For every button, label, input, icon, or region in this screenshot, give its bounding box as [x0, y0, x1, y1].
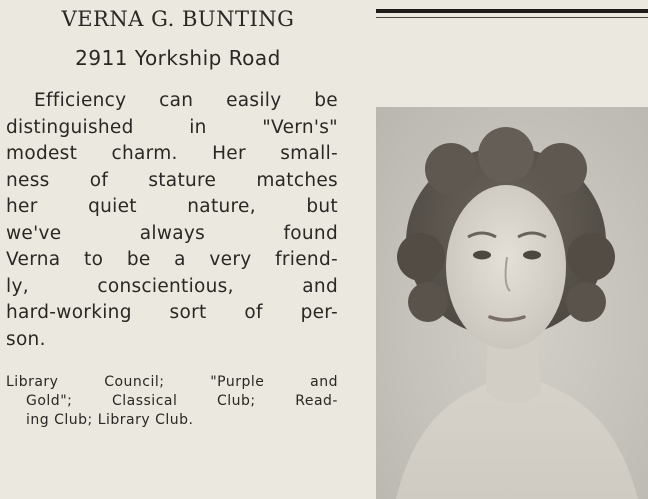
word: Efficiency: [34, 90, 127, 111]
word: of: [244, 302, 263, 323]
bio-line: [6, 274, 338, 301]
word: per-: [300, 302, 338, 323]
word: ly,: [6, 275, 29, 297]
activities-list: [6, 373, 338, 430]
word: Her: [212, 143, 246, 164]
word: very: [209, 249, 252, 270]
word: modest: [6, 143, 78, 164]
bio-paragraph: [6, 88, 338, 353]
word: to: [84, 249, 104, 270]
word: small-: [280, 143, 338, 164]
activities-line: [6, 392, 338, 411]
student-address: 2911 Yorkship Road: [75, 46, 281, 70]
word: be: [126, 249, 151, 270]
word: friend-: [275, 249, 338, 270]
word: hard-working: [6, 302, 132, 323]
word: Classical: [111, 393, 178, 409]
student-name: VERNA G. BUNTING: [61, 7, 295, 31]
word: conscientious,: [97, 275, 234, 297]
word: stature: [148, 169, 217, 191]
bio-line: [6, 221, 338, 248]
word: nature,: [187, 196, 256, 217]
word: and: [302, 275, 338, 297]
word: be: [314, 90, 338, 111]
word: Verna: [6, 249, 61, 270]
word: Club;: [216, 393, 256, 409]
word: easily: [226, 90, 282, 111]
word: found: [283, 222, 338, 244]
word: distinguished: [6, 116, 134, 138]
bio-line: [6, 300, 338, 327]
header-rule: [376, 9, 648, 13]
word: of: [89, 169, 109, 191]
header-rule-thin: [376, 17, 648, 18]
portrait-photo: [376, 107, 648, 499]
word: always: [139, 222, 206, 244]
word: Read-: [295, 393, 338, 409]
word: Gold";: [26, 393, 73, 409]
word: Council;: [104, 374, 165, 390]
word: can: [159, 90, 194, 111]
word: matches: [256, 169, 338, 191]
word: charm.: [111, 143, 178, 164]
activities-line: [6, 373, 338, 392]
bio-line: [6, 168, 338, 195]
bio-line: [6, 247, 338, 274]
word: but: [306, 196, 338, 217]
word: in: [189, 116, 207, 138]
word: "Purple: [210, 374, 265, 390]
word: Library: [6, 374, 59, 390]
bio-line: [6, 141, 338, 168]
word: her: [6, 196, 38, 217]
bio-line: [6, 194, 338, 221]
word: ness: [6, 169, 50, 191]
word: we've: [6, 222, 62, 244]
bio-line: [6, 115, 338, 142]
word: and: [310, 374, 338, 390]
bio-line: [6, 88, 338, 115]
word: quiet: [88, 196, 137, 217]
portrait-illustration: [376, 107, 648, 499]
activities-line: ing Club; Library Club.: [26, 412, 194, 428]
word: a: [174, 249, 186, 270]
word: sort: [169, 302, 207, 323]
bio-line: son.: [6, 328, 46, 350]
word: "Vern's": [262, 116, 338, 138]
